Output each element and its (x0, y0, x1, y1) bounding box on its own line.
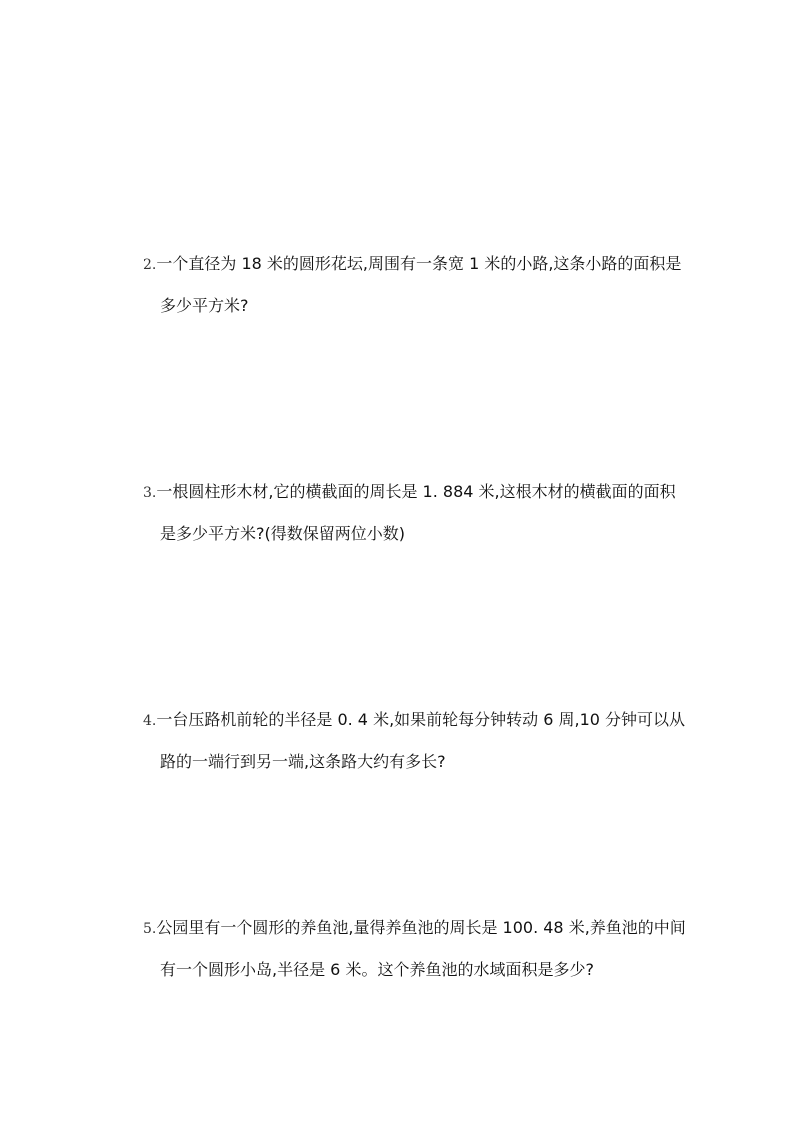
problem-text-line-1: 一个直径为 18 米的圆形花坛,周围有一条宽 1 米的小路,这条小路的面积是 (156, 254, 682, 273)
problem-number: 2. (143, 257, 157, 273)
problem-number: 5. (143, 921, 157, 937)
problem-text-line-2: 路的一端行到另一端,这条路大约有多长? (160, 752, 446, 771)
problem-number: 4. (143, 713, 157, 729)
problem-text-line-2: 有一个圆形小岛,半径是 6 米。这个养鱼池的水域面积是多少? (160, 960, 594, 979)
problem-text-line-2: 是多少平方米?(得数保留两位小数) (160, 524, 405, 543)
problem-text-line-1: 一台压路机前轮的半径是 0. 4 米,如果前轮每分钟转动 6 周,10 分钟可以从 (156, 710, 686, 729)
problem-number: 3. (143, 485, 157, 501)
problem-text-line-1: 公园里有一个圆形的养鱼池,量得养鱼池的周长是 100. 48 米,养鱼池的中间 (156, 918, 686, 937)
problem-text-line-2: 多少平方米? (160, 296, 249, 315)
problem-text-line-1: 一根圆柱形木材,它的横截面的周长是 1. 884 米,这根木材的横截面的面积 (156, 482, 676, 501)
